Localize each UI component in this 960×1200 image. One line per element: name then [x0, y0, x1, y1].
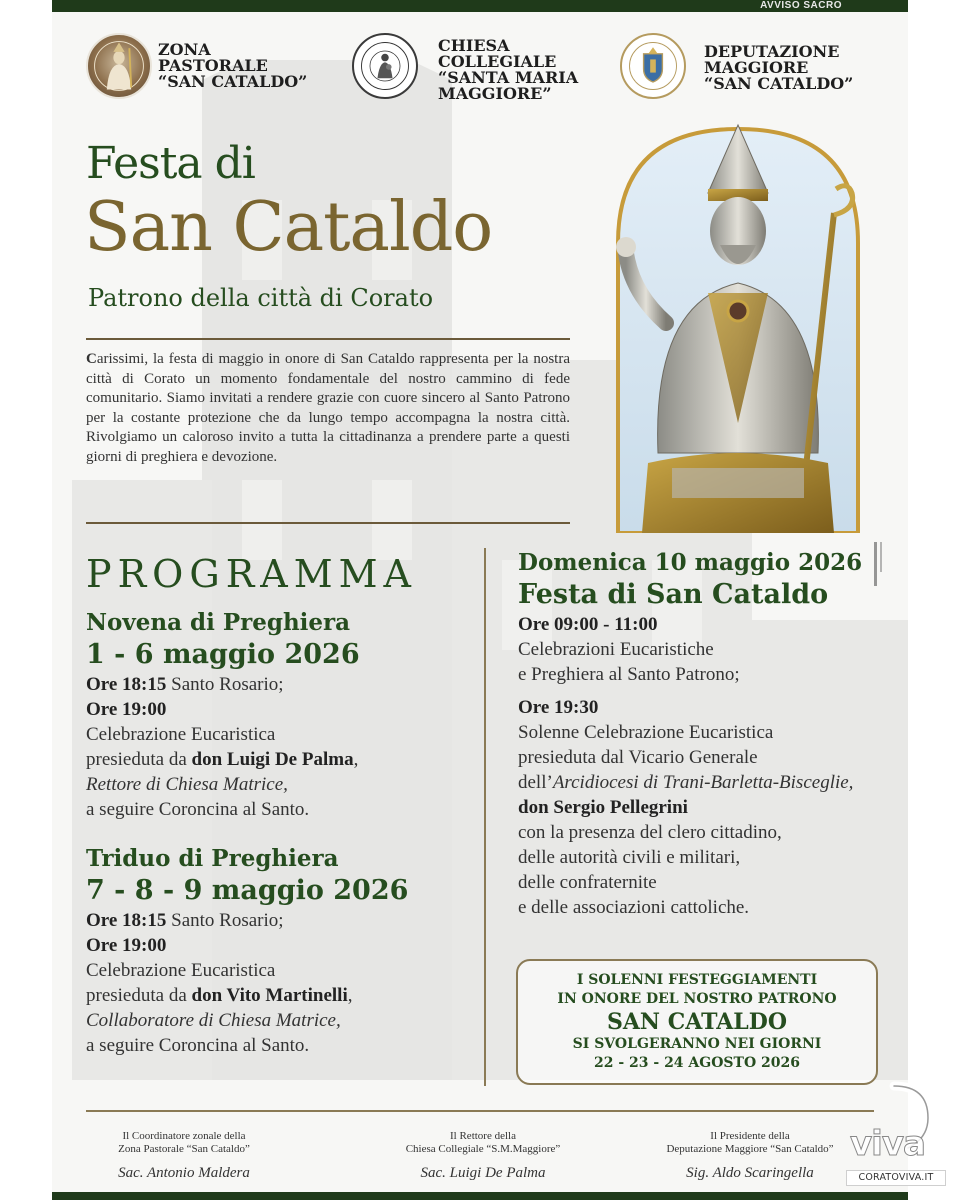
- divider-line: [86, 338, 570, 340]
- title-san-cataldo: San Cataldo: [84, 188, 493, 267]
- triduo-line: Celebrazione Eucaristica: [86, 960, 276, 981]
- announce-line: IN ONORE DEL NOSTRO PATRONO: [557, 991, 837, 1007]
- title-subtitle: Patrono della città di Corato: [88, 284, 434, 312]
- watermark-url: CORATOVIVA.IT: [846, 1170, 946, 1186]
- novena-time-1: Ore 18:15: [86, 674, 167, 695]
- triduo-time-2: Ore 19:00: [86, 935, 167, 956]
- zona-pastorale-seal: [86, 33, 152, 99]
- divider-line: [86, 522, 570, 524]
- avviso-label: AVVISO SACRO: [760, 0, 842, 11]
- festa-line: con la presenza del clero cittadino,: [518, 822, 782, 843]
- intro-paragraph: [86, 350, 570, 467]
- festa-archdiocese: Arcidiocesi di Trani-Barletta-Bisceglie,: [552, 772, 854, 793]
- festa-line: [518, 612, 878, 637]
- festa-celebrant: don Sergio Pellegrini: [518, 797, 688, 818]
- org-line: “SANTA MARIA: [438, 68, 579, 87]
- org-deputazione: [704, 44, 853, 92]
- festa-line: [518, 695, 878, 720]
- festa-line: [518, 795, 878, 820]
- org-line: PASTORALE: [158, 56, 268, 75]
- novena-line: Rettore di Chiesa Matrice,: [86, 774, 288, 795]
- left-margin: [0, 0, 52, 1200]
- announce-saint: SAN CATALDO: [606, 1009, 788, 1035]
- signature-rettore: [363, 1130, 603, 1184]
- programma-right-column: [518, 548, 878, 920]
- signature-presidente: [630, 1130, 870, 1184]
- org-line: DEPUTAZIONE: [704, 42, 840, 61]
- intro-drop-letter: C: [86, 351, 97, 367]
- novena-line: Celebrazione Eucaristica: [86, 724, 276, 745]
- novena-event-1: Santo Rosario;: [166, 674, 284, 695]
- festa-text: dell’: [518, 772, 553, 793]
- signature-role: Il Presidente della: [710, 1130, 790, 1142]
- novena-line: [86, 697, 486, 722]
- novena-text: ,: [353, 749, 359, 770]
- signature-role: Deputazione Maggiore “San Cataldo”: [666, 1143, 834, 1155]
- novena-line: [86, 672, 486, 697]
- triduo-line: [86, 908, 486, 933]
- august-announcement-box: [516, 959, 878, 1085]
- festa-line: presieduta dal Vicario Generale: [518, 747, 758, 768]
- printer-mark: [872, 542, 888, 586]
- triduo-time-1: Ore 18:15: [86, 910, 167, 931]
- triduo-event-1: Santo Rosario;: [166, 910, 284, 931]
- triduo-line: Collaboratore di Chiesa Matrice,: [86, 1010, 341, 1031]
- signature-role: Chiesa Collegiale “S.M.Maggiore”: [405, 1143, 561, 1155]
- crest-icon: [622, 35, 684, 97]
- org-line: ZONA: [158, 40, 211, 59]
- org-line: COLLEGIALE: [438, 52, 557, 71]
- triduo-line: [86, 933, 486, 958]
- signature-name: Sac. Antonio Maldera: [118, 1165, 250, 1181]
- bottom-bar: [52, 1192, 908, 1200]
- festa-title: Festa di San Cataldo: [518, 579, 829, 610]
- announce-line: I SOLENNI FESTEGGIAMENTI: [576, 972, 818, 988]
- festa-time-1: Ore 09:00 - 11:00: [518, 614, 658, 635]
- org-zona-pastorale: [158, 42, 307, 90]
- festa-time-2: Ore 19:30: [518, 697, 599, 718]
- signature-role: Zona Pastorale “San Cataldo”: [118, 1143, 250, 1155]
- announce-line: SI SVOLGERANNO NEI GIORNI: [572, 1036, 822, 1052]
- triduo-line: a seguire Coroncina al Santo.: [86, 1035, 310, 1056]
- footer-divider: [86, 1110, 874, 1112]
- signature-name: Sig. Aldo Scaringella: [686, 1165, 814, 1181]
- org-line: MAGGIORE: [704, 58, 809, 77]
- column-divider: [484, 548, 486, 1086]
- signature-role: Il Coordinatore zonale della: [122, 1130, 246, 1142]
- san-cataldo-statue-image: [612, 123, 864, 533]
- org-line: CHIESA: [438, 36, 510, 55]
- festa-line: Celebrazioni Eucaristiche: [518, 639, 714, 660]
- spacer: [86, 836, 486, 844]
- festa-line: delle confraternite: [518, 872, 657, 893]
- announce-dates: 22 - 23 - 24 AGOSTO 2026: [593, 1055, 800, 1071]
- intro-text: arissimi, la festa di maggio in onore di San Cataldo rappresenta per la nostra città di Corato un momento fondamentale del nostro cammino di fede comunitario. Siamo invitati a rendere grazie con cuore sincero al Santo Patrono per la costante protezione che da lungo tempo accompagna la nostra città. Rivolgiamo un caloroso invito a tutta la cittadinanza a prendere parte a questi giorni di preghiera e devozione.: [86, 351, 570, 465]
- novena-line: a seguire Coroncina al Santo.: [86, 799, 310, 820]
- novena-text: presieduta da: [86, 749, 192, 770]
- festa-line: e Preghiera al Santo Patrono;: [518, 664, 740, 685]
- top-bar: [52, 0, 908, 12]
- org-line: “SAN CATALDO”: [158, 72, 308, 91]
- org-line: MAGGIORE”: [438, 84, 552, 103]
- chiesa-collegiale-seal: [352, 33, 418, 99]
- novena-dates: 1 - 6 maggio 2026: [86, 639, 360, 670]
- watermark-brand: viva: [850, 1124, 925, 1164]
- novena-title: Novena di Preghiera: [86, 609, 351, 636]
- org-line: “SAN CATALDO”: [704, 74, 854, 93]
- novena-time-2: Ore 19:00: [86, 699, 167, 720]
- signature-name: Sac. Luigi De Palma: [420, 1165, 546, 1181]
- madonna-icon: [354, 35, 416, 97]
- saint-icon: [88, 35, 150, 97]
- signature-role: Il Rettore della: [450, 1130, 516, 1142]
- festa-date: Domenica 10 maggio 2026: [518, 549, 863, 576]
- spacer: [518, 687, 878, 695]
- spacer: [86, 822, 486, 836]
- triduo-dates: 7 - 8 - 9 maggio 2026: [86, 875, 409, 906]
- right-margin: [908, 0, 960, 1200]
- festa-line: [518, 770, 878, 795]
- org-chiesa-collegiale: [438, 38, 578, 102]
- triduo-line: [86, 983, 486, 1008]
- programma-heading: PROGRAMMA: [86, 552, 418, 596]
- novena-celebrant: don Luigi De Palma: [191, 749, 354, 770]
- deputazione-seal: [620, 33, 686, 99]
- novena-line: [86, 747, 486, 772]
- festa-line: delle autorità civili e militari,: [518, 847, 741, 868]
- title-festa: Festa di: [86, 138, 255, 189]
- triduo-celebrant: don Vito Martinelli: [191, 985, 348, 1006]
- triduo-title: Triduo di Preghiera: [86, 845, 339, 872]
- programma-left-column: [86, 608, 486, 1058]
- triduo-text: ,: [347, 985, 353, 1006]
- festa-line: Solenne Celebrazione Eucaristica: [518, 722, 774, 743]
- festa-line: e delle associazioni cattoliche.: [518, 897, 750, 918]
- signature-coordinatore: [64, 1130, 304, 1184]
- triduo-text: presieduta da: [86, 985, 192, 1006]
